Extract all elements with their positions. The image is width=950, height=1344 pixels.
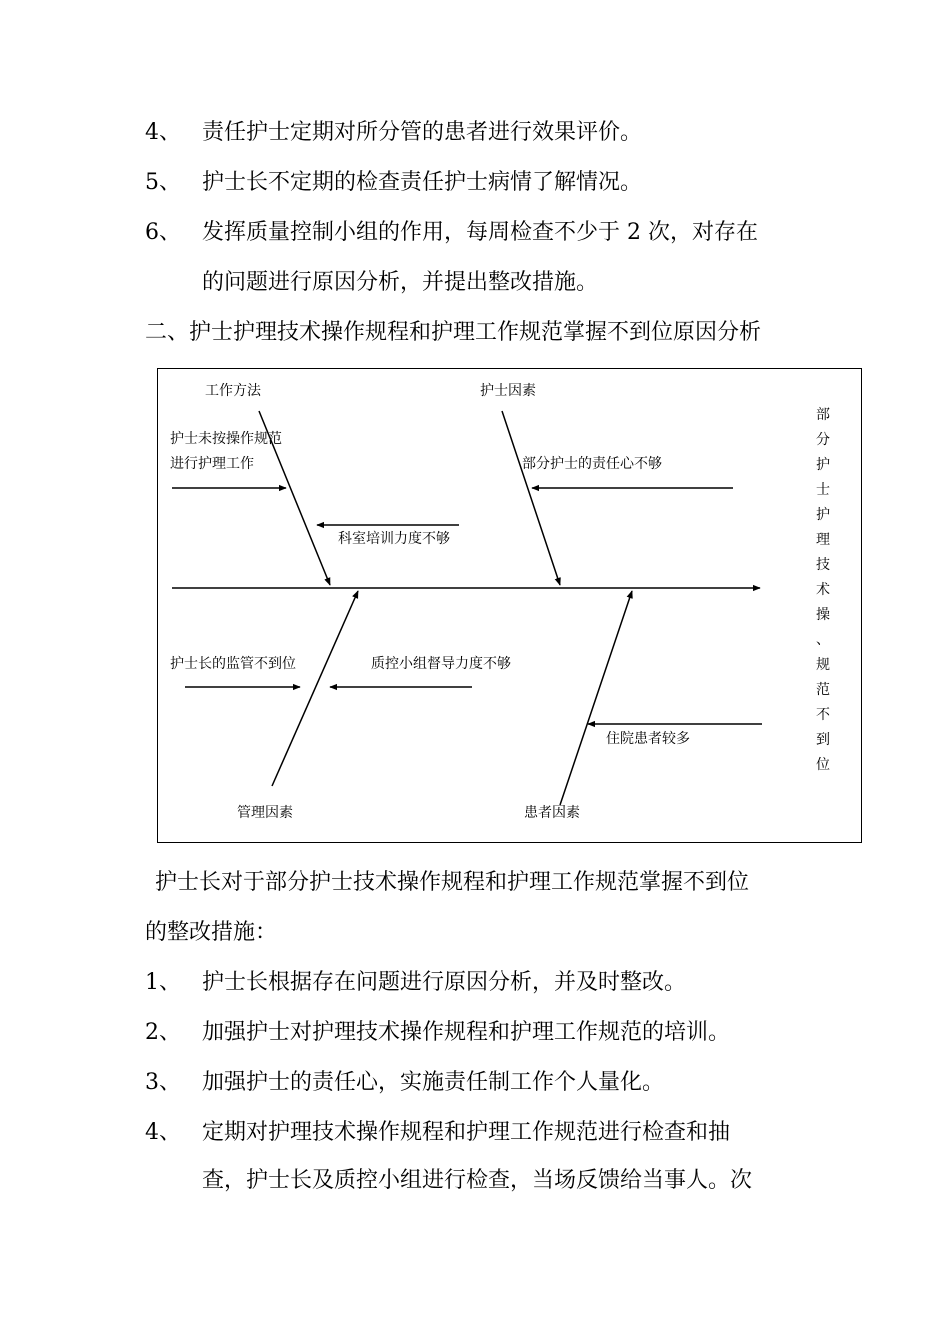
fishbone-diagram bbox=[157, 368, 862, 843]
list-text: 加强护士的责任心，实施责任制工作个人量化。 bbox=[202, 1070, 665, 1095]
list-number: 2、 bbox=[145, 1020, 181, 1045]
fishbone-svg bbox=[157, 368, 862, 843]
effect-char: 士 bbox=[816, 482, 830, 498]
list-text: 护士长根据存在问题进行原因分析，并及时整改。 bbox=[202, 970, 687, 995]
effect-char: 位 bbox=[816, 757, 830, 773]
effect-char: 术 bbox=[816, 582, 830, 598]
effect-char: 护 bbox=[816, 507, 830, 523]
list-number: 5、 bbox=[145, 170, 181, 195]
cause-label-tl-1b: 进行护理工作 bbox=[170, 456, 254, 472]
cause-label-bl-1: 护士长的监管不到位 bbox=[170, 656, 296, 672]
effect-char: 、 bbox=[816, 632, 830, 648]
effect-char: 技 bbox=[816, 557, 830, 573]
list-number: 4、 bbox=[145, 1120, 181, 1145]
effect-char: 操 bbox=[816, 607, 830, 623]
effect-char: 范 bbox=[816, 682, 830, 698]
bone-label-patient-factor: 患者因素 bbox=[524, 805, 580, 821]
effect-char: 不 bbox=[816, 707, 830, 723]
bone-label-management-factor: 管理因素 bbox=[237, 805, 293, 821]
list-text: 护士长不定期的检查责任护士病情了解情况。 bbox=[202, 170, 643, 195]
effect-char: 到 bbox=[816, 732, 830, 748]
list-text: 加强护士对护理技术操作规程和护理工作规范的培训。 bbox=[202, 1020, 731, 1045]
list-number: 4、 bbox=[145, 120, 181, 145]
cause-label-tl-1a: 护士未按操作规范 bbox=[170, 431, 282, 447]
list-number: 3、 bbox=[145, 1070, 181, 1095]
list-text-continuation: 的问题进行原因分析，并提出整改措施。 bbox=[202, 270, 599, 295]
cause-label-bm-1: 住院患者较多 bbox=[606, 731, 690, 747]
cause-label-tm-1: 部分护士的责任心不够 bbox=[522, 456, 662, 472]
effect-char: 分 bbox=[816, 432, 830, 448]
effect-char: 护 bbox=[816, 457, 830, 473]
effect-char: 理 bbox=[816, 532, 830, 548]
cause-label-tl-2: 科室培训力度不够 bbox=[338, 531, 450, 547]
paragraph-intro-line-2: 的整改措施： bbox=[145, 920, 278, 945]
cause-label-bl-2: 质控小组督导力度不够 bbox=[371, 656, 511, 672]
effect-char: 规 bbox=[816, 657, 830, 673]
effect-char: 部 bbox=[816, 407, 830, 423]
section-heading: 二、护士护理技术操作规程和护理工作规范掌握不到位原因分析 bbox=[145, 320, 762, 345]
list-text-continuation: 查，护士长及质控小组进行检查，当场反馈给当事人。次 bbox=[202, 1168, 753, 1193]
list-text: 责任护士定期对所分管的患者进行效果评价。 bbox=[202, 120, 643, 145]
paragraph-intro-line-1: 护士长对于部分护士技术操作规程和护理工作规范掌握不到位 bbox=[155, 870, 750, 895]
bone-label-work-method: 工作方法 bbox=[205, 383, 261, 399]
bone-label-nurse-factor: 护士因素 bbox=[480, 383, 536, 399]
bone-top-middle bbox=[502, 411, 560, 585]
list-number: 1、 bbox=[145, 970, 181, 995]
bone-bottom-middle bbox=[560, 591, 632, 805]
list-number: 6、 bbox=[145, 220, 181, 245]
list-text: 发挥质量控制小组的作用，每周检查不少于 2 次，对存在 bbox=[202, 220, 758, 245]
list-text: 定期对护理技术操作规程和护理工作规范进行检查和抽 bbox=[202, 1120, 731, 1145]
bone-bottom-left bbox=[272, 591, 358, 786]
